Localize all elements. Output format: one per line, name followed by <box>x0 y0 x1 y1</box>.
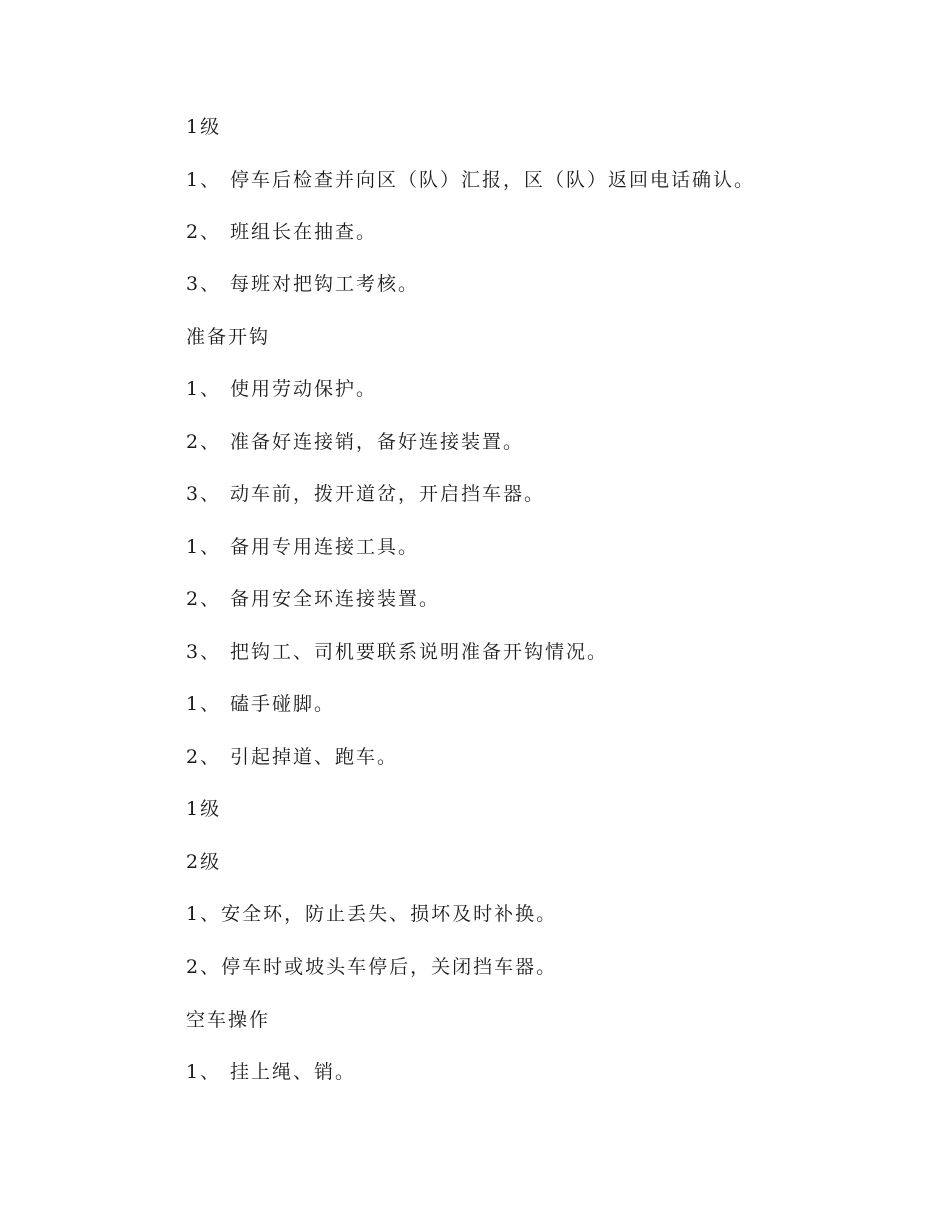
level-heading <box>186 797 221 821</box>
line-text: 挂上绳、销。 <box>230 1061 357 1083</box>
item-number: 2、 <box>186 431 222 453</box>
list-item <box>186 955 557 979</box>
list-item <box>186 430 524 454</box>
section-heading <box>186 1008 270 1032</box>
line-text: 备用安全环连接装置。 <box>230 588 441 610</box>
item-number: 2、 <box>186 588 222 610</box>
item-number: 1、 <box>186 536 222 558</box>
line-text: 每班对把钩工考核。 <box>230 273 420 295</box>
line-text: 引起掉道、跑车。 <box>230 746 399 768</box>
item-number: 2、 <box>186 746 222 768</box>
line-text: 使用劳动保护。 <box>230 378 378 400</box>
line-text: 动车前，拨开道岔，开启挡车器。 <box>230 483 546 505</box>
line-text: 2级 <box>186 851 222 873</box>
list-item <box>186 377 377 401</box>
list-item <box>186 535 419 559</box>
line-text: 1级 <box>186 116 222 138</box>
line-text: 2、停车时或坡头车停后，关闭挡车器。 <box>186 956 558 978</box>
item-number: 3、 <box>186 641 222 663</box>
list-item <box>186 640 608 664</box>
line-text: 空车操作 <box>186 1009 271 1031</box>
line-text: 把钩工、司机要联系说明准备开钩情况。 <box>230 641 609 663</box>
line-text: 磕手碰脚。 <box>230 693 336 715</box>
list-item <box>186 745 398 769</box>
item-number: 1、 <box>186 378 222 400</box>
item-number: 1、 <box>186 693 222 715</box>
line-text: 1级 <box>186 798 222 820</box>
line-text: 1、安全环，防止丢失、损坏及时补换。 <box>186 903 558 925</box>
item-number: 1、 <box>186 1061 222 1083</box>
line-text: 停车后检查并向区（队）汇报，区（队）返回电话确认。 <box>230 169 756 191</box>
item-number: 1、 <box>186 169 222 191</box>
level-heading <box>186 115 221 139</box>
line-text: 班组长在抽查。 <box>230 221 378 243</box>
list-item <box>186 482 545 506</box>
level-heading <box>186 850 221 874</box>
list-item <box>186 692 335 716</box>
section-heading <box>186 325 270 349</box>
line-text: 准备开钩 <box>186 326 271 348</box>
list-item <box>186 272 419 296</box>
list-item <box>186 1060 356 1084</box>
item-number: 3、 <box>186 273 222 295</box>
list-item <box>186 587 440 611</box>
list-item <box>186 168 755 192</box>
item-number: 2、 <box>186 221 222 243</box>
item-number: 3、 <box>186 483 222 505</box>
list-item <box>186 902 557 926</box>
line-text: 准备好连接销，备好连接装置。 <box>230 431 525 453</box>
line-text: 备用专用连接工具。 <box>230 536 420 558</box>
list-item <box>186 220 377 244</box>
